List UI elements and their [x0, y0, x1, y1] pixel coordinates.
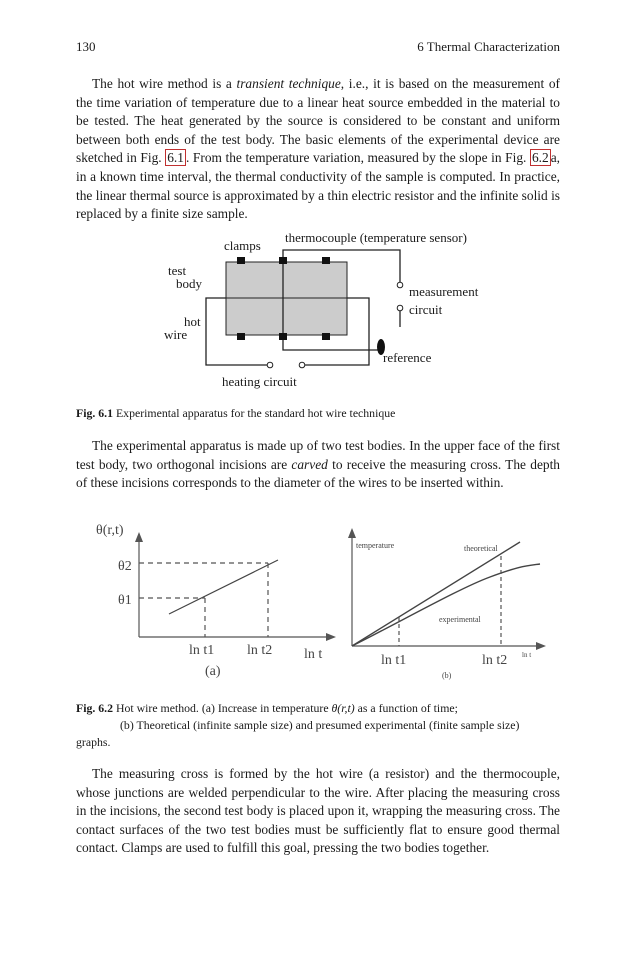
- b-theoretical: theoretical: [464, 544, 498, 553]
- clamp-bottom-left: [237, 333, 245, 340]
- b-lnt1: ln t1: [381, 653, 407, 668]
- figure-6-2-caption: Fig. 6.2 Hot wire method. (a) Increase in temperature θ(r,t) as a function of time; (b) Theoretical (infinite sample size) and presumed experimental (finite sample size) graphs.: [76, 701, 520, 749]
- figure-6-1-apparatus: [0, 225, 638, 395]
- paragraph-apparatus: The experimental apparatus is made up of two test bodies. In the upper face of the first test body, two orthogonal incisions are carved to receive the measuring cross. The depth of these incisions corresponds to the diameter of the wires to be inserted within.: [76, 438, 560, 491]
- clamp-top-right: [322, 257, 330, 264]
- a-theta1: θ1: [118, 593, 132, 608]
- clamp-bottom-mid: [279, 333, 287, 340]
- label-circuit: circuit: [409, 302, 443, 317]
- figure-6-2a-plot: [96, 522, 346, 687]
- label-measurement: measurement: [409, 284, 479, 299]
- paragraph-hot-wire-intro: The hot wire method is a transient technique, i.e., it is based on the measurement of the time variation of temperature due to a linear heat source embedded in the material to be tested. The heat generated by the source is considered to be constant and uniform between both ends of the test body. The basic elements of the experimental device are sketched in Fig. 6.1 . From the temperature variation, measured by the slope in Fig. 6.2 a, in a known time interval, the thermal conductivity of the sample is computed. In practice, the linear thermal source is approximated by a thin electric resistor and the infinite solid is replaced by a finite size sample.: [76, 76, 560, 222]
- heating-terminal-right: [299, 362, 305, 368]
- running-title: 6 Thermal Characterization: [417, 39, 560, 54]
- reference-lead: [283, 335, 381, 350]
- page-header: [76, 39, 560, 55]
- figure-6-1-caption: Fig. 6.1 Experimental apparatus for the standard hot wire technique: [76, 406, 396, 420]
- label-heating-circuit: heating circuit: [222, 374, 297, 389]
- measurement-terminal-top: [397, 282, 403, 288]
- measurement-terminal-bottom: [397, 305, 403, 311]
- label-hot: hot: [184, 314, 201, 329]
- b-lnt-axis: ln t: [522, 651, 532, 659]
- a-tag: (a): [205, 664, 221, 679]
- b-experimental: experimental: [439, 615, 481, 624]
- caption-label: Fig. 6.1: [76, 406, 114, 420]
- label-wire: wire: [164, 327, 188, 342]
- a-lnt: ln t: [304, 647, 323, 662]
- clamp-bottom-right: [322, 333, 330, 340]
- label-test: test: [168, 263, 187, 278]
- a-ylabel: θ(r,t): [96, 523, 124, 538]
- a-theta2: θ2: [118, 559, 132, 574]
- b-tag: (b): [442, 671, 452, 680]
- label-body: body: [176, 276, 202, 291]
- b-lnt2: ln t2: [482, 653, 508, 668]
- figure-6-2b-plot: [340, 522, 550, 687]
- heating-terminal-left: [267, 362, 273, 368]
- data-line: [169, 560, 278, 614]
- caption-label-6-2: Fig. 6.2: [76, 701, 114, 715]
- clamp-top-left: [237, 257, 245, 264]
- clamp-top-mid: [279, 257, 287, 264]
- label-thermocouple: thermocouple (temperature sensor): [285, 230, 467, 245]
- fig-6-1-link[interactable]: 6.1: [167, 150, 184, 166]
- paragraph-measuring-cross: The measuring cross is formed by the hot wire (a resistor) and the thermocouple, whose junctions are welded perpendicular to the wire. After placing the measuring cross in the incisions, the second test body is placed upon it, wrapping the measuring cross. The contact surfaces of the two test bodies must be sufficiently flat to ensure good thermal contact. Clamps are used to fulfill this goal, pressing the two bodies together.: [76, 766, 560, 856]
- label-clamps: clamps: [224, 238, 261, 253]
- a-lnt1: ln t1: [189, 643, 215, 658]
- b-temperature: temperature: [356, 541, 395, 550]
- label-reference: reference: [383, 350, 432, 365]
- a-lnt2: ln t2: [247, 643, 273, 658]
- page-number: 130: [76, 39, 96, 54]
- fig-6-2-link[interactable]: 6.2: [531, 150, 549, 166]
